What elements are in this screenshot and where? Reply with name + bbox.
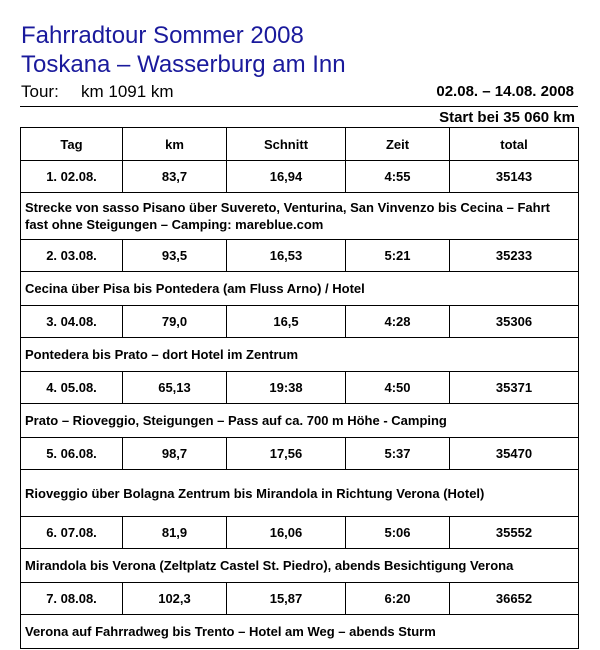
column-header-schnitt: Schnitt: [227, 128, 346, 161]
cell-day: 2. 03.08.: [21, 240, 123, 272]
description-row: [21, 470, 579, 517]
cell-total: 35143: [450, 161, 579, 193]
cell-time: 5:21: [346, 240, 450, 272]
cell-km: 81,9: [123, 517, 227, 549]
route-description: Pontedera bis Prato – dort Hotel im Zentrum: [21, 338, 579, 372]
description-row: [21, 404, 579, 438]
document-subtitle: Toskana – Wasserburg am Inn: [21, 51, 346, 78]
cell-time: 4:50: [346, 372, 450, 404]
tour-label: Tour:: [21, 82, 59, 101]
route-description: Verona auf Fahrradweg bis Trento – Hotel am Weg – abends Sturm: [21, 615, 579, 649]
cell-day: 7. 08.08.: [21, 583, 123, 615]
cell-km: 65,13: [123, 372, 227, 404]
cell-time: 5:37: [346, 438, 450, 470]
table-row: [21, 517, 579, 549]
cell-day: 6. 07.08.: [21, 517, 123, 549]
cell-total: 35233: [450, 240, 579, 272]
description-row: [21, 272, 579, 306]
cell-day: 1. 02.08.: [21, 161, 123, 193]
table-row: [21, 161, 579, 193]
cell-average: 15,87: [227, 583, 346, 615]
cell-time: 5:06: [346, 517, 450, 549]
table-row: [21, 306, 579, 338]
description-row: [21, 338, 579, 372]
cell-average: 19:38: [227, 372, 346, 404]
table-row: [21, 372, 579, 404]
tour-distance: km 1091 km: [81, 82, 174, 101]
cell-average: 17,56: [227, 438, 346, 470]
tour-table: [20, 127, 579, 649]
tour-summary: [21, 82, 174, 102]
cell-day: 4. 05.08.: [21, 372, 123, 404]
description-row: [21, 193, 579, 240]
cell-average: 16,94: [227, 161, 346, 193]
cell-average: 16,5: [227, 306, 346, 338]
column-header-total: total: [450, 128, 579, 161]
cell-km: 83,7: [123, 161, 227, 193]
route-description: Strecke von sasso Pisano über Suvereto, Venturina, San Vinvenzo bis Cecina – Fahrt fast ohne Steigungen – Camping: mareblue.com: [21, 193, 579, 240]
route-description: Prato – Rioveggio, Steigungen – Pass auf ca. 700 m Höhe - Camping: [21, 404, 579, 438]
table-row: [21, 583, 579, 615]
column-header-zeit: Zeit: [346, 128, 450, 161]
cell-time: 6:20: [346, 583, 450, 615]
cell-day: 3. 04.08.: [21, 306, 123, 338]
cell-km: 93,5: [123, 240, 227, 272]
route-description: Mirandola bis Verona (Zeltplatz Castel St. Piedro), abends Besichtigung Verona: [21, 549, 579, 583]
cell-average: 16,06: [227, 517, 346, 549]
description-row: [21, 549, 579, 583]
route-description: Cecina über Pisa bis Pontedera (am Fluss Arno) / Hotel: [21, 272, 579, 306]
description-row: [21, 615, 579, 649]
cell-km: 102,3: [123, 583, 227, 615]
cell-total: 35306: [450, 306, 579, 338]
cell-total: 36652: [450, 583, 579, 615]
document-title: Fahrradtour Sommer 2008: [21, 22, 304, 49]
cell-total: 35552: [450, 517, 579, 549]
table-row: [21, 240, 579, 272]
route-description: Rioveggio über Bolagna Zentrum bis Mirandola in Richtung Verona (Hotel): [21, 470, 579, 517]
cell-total: 35371: [450, 372, 579, 404]
cell-total: 35470: [450, 438, 579, 470]
divider: [20, 106, 578, 107]
date-range: 02.08. – 14.08. 2008: [436, 83, 574, 100]
table-row: [21, 438, 579, 470]
table-header-row: [21, 128, 579, 161]
column-header-km: km: [123, 128, 227, 161]
column-header-tag: Tag: [21, 128, 123, 161]
cell-km: 98,7: [123, 438, 227, 470]
cell-time: 4:55: [346, 161, 450, 193]
cell-time: 4:28: [346, 306, 450, 338]
cell-average: 16,53: [227, 240, 346, 272]
cell-km: 79,0: [123, 306, 227, 338]
cell-day: 5. 06.08.: [21, 438, 123, 470]
start-odometer: Start bei 35 060 km: [439, 109, 575, 126]
